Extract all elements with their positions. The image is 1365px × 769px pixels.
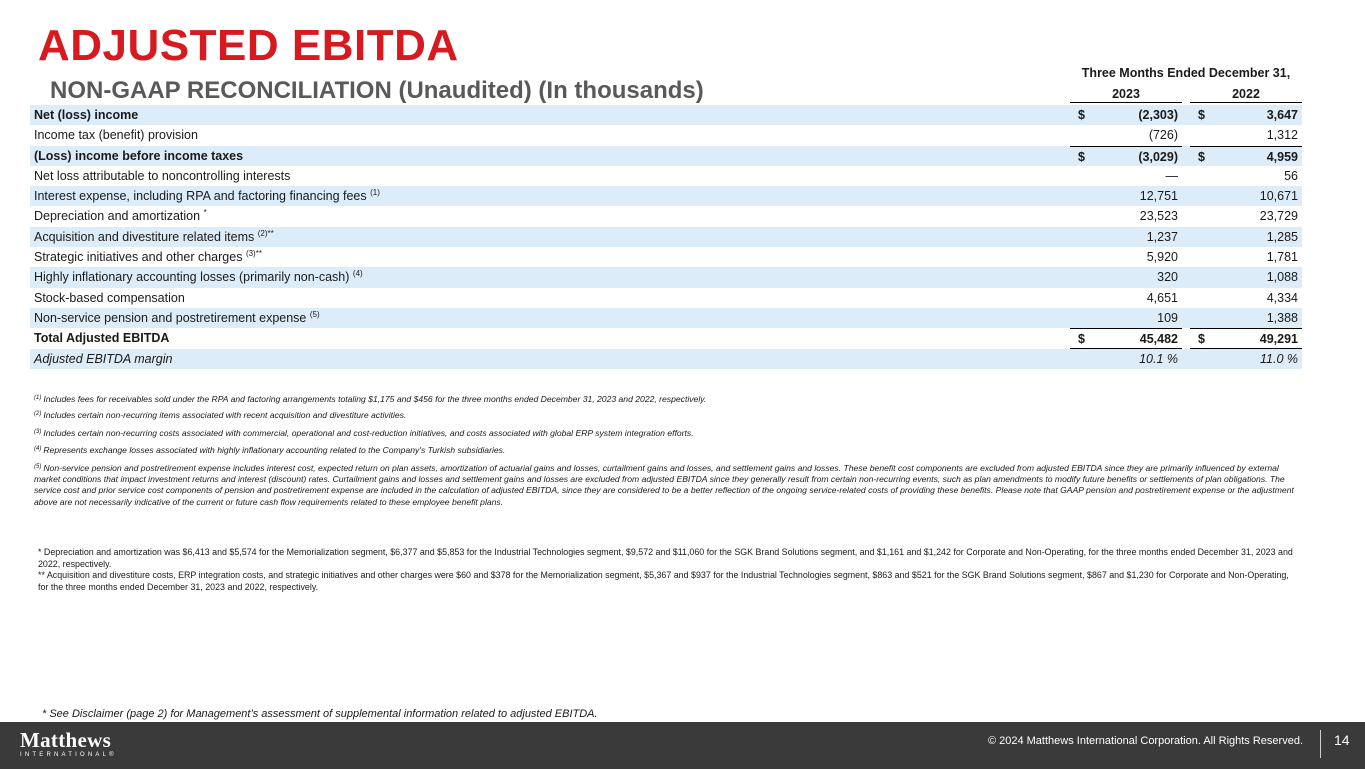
table-row [30, 206, 1302, 226]
cell-2023: $ (3,029) [1070, 146, 1182, 166]
matthews-logo: Matthews INTERNATIONAL® [20, 728, 117, 758]
cell-2023: 1,237 [1146, 229, 1178, 244]
footnote-ref: (5) [309, 309, 320, 319]
cell-2023: 320 [1157, 270, 1178, 285]
table-row [30, 146, 1302, 166]
cell-2023: 109 [1157, 310, 1178, 325]
row-label: Net loss attributable to noncontrolling interests [34, 168, 291, 183]
acquisition-note: ** Acquisition and divestiture costs, ERP integration costs, and strategic initiatives and other charges were $60 and $378 for the Memorialization segment, $5,367 and $937 for the Industrial Technologies segment, $863 and $521 for the SGK Brand Solutions segment, $867 and $1,230 for Corporate and Non-Operating, for the three months ended December 31, 2023 and 2022, respectively. [38, 570, 1289, 592]
reconciliation-table [30, 105, 1302, 369]
footer [0, 722, 1365, 769]
cell-2022: 1,388 [1266, 310, 1298, 325]
row-label: (Loss) income before income taxes [34, 148, 244, 163]
page-number: 14 [1334, 732, 1350, 748]
page-title: ADJUSTED EBITDA [38, 21, 459, 70]
cell-2023: 5,920 [1146, 250, 1178, 265]
cell-2022: 56 [1284, 168, 1298, 183]
table-row [30, 186, 1302, 206]
cell-2022: $ 4,959 [1190, 146, 1302, 166]
footnote-ref: (4) [352, 269, 363, 279]
cell-2022: 1,285 [1266, 229, 1298, 244]
copyright: © 2024 Matthews International Corporation. All Rights Reserved. [987, 735, 1303, 747]
table-row [30, 166, 1302, 186]
table-row [30, 247, 1302, 267]
segment-notes [38, 547, 1300, 593]
cell-2023: (726) [1148, 128, 1178, 143]
cell-2023: 12,751 [1139, 189, 1178, 204]
row-label: Net (loss) income [34, 108, 139, 122]
cell-2023: 4,651 [1146, 290, 1178, 305]
column-header-2023: 2023 [1070, 87, 1182, 103]
table-row-margin [30, 349, 1302, 369]
cell-2022: 23,729 [1259, 209, 1298, 224]
row-label: Stock-based compensation [34, 290, 185, 305]
footnote-4: $^{(4)}$ Represents exchange losses associated with highly inflationary accounting related to the Company's Turkish subsidiaries. [34, 445, 506, 455]
table-row [30, 288, 1302, 308]
row-label: Total Adjusted EBITDA [34, 331, 170, 346]
table-row [30, 308, 1302, 328]
footnote-2: $^{(2)}$ Includes certain non-recurring items associated with recent acquisition and divestiture activities. [34, 410, 407, 420]
row-label: Strategic initiatives and other charges $^{(3)**}$ [34, 249, 262, 265]
cell-2023: 23,523 [1139, 209, 1178, 224]
table-row [30, 125, 1302, 145]
cell-2022: $ 3,647 [1198, 108, 1298, 122]
cell-2022: 1,312 [1266, 128, 1298, 143]
footnote-1: $^{(1)}$ Includes fees for receivables sold under the RPA and factoring arrangements totaling $1,175 and $456 for the three months ended December 31, 2023 and 2022, respectively. [34, 394, 707, 404]
page-subtitle: NON-GAAP RECONCILIATION (Unaudited) (In thousands) [50, 77, 704, 104]
row-label: Highly inflationary accounting losses (primarily non-cash) $^{(4)}$ [34, 269, 363, 285]
cell-2023: — [1165, 168, 1178, 183]
period-header: Three Months Ended December 31, [1081, 66, 1291, 80]
row-label: Income tax (benefit) provision [34, 128, 198, 143]
footnote-ref: (1) [370, 188, 380, 198]
footnote-ref: (2)** [257, 228, 274, 238]
table-row [30, 267, 1302, 287]
row-label: Interest expense, including RPA and factoring financing fees $^{(1)}$ [34, 188, 380, 204]
table-row [30, 227, 1302, 247]
cell-2023: $ 45,482 [1070, 328, 1182, 351]
cell-2022: 1,088 [1266, 270, 1298, 285]
row-label: Acquisition and divestiture related items $^{(2)**}$ [34, 228, 274, 244]
footnote-ref: (3)** [245, 249, 262, 259]
depreciation-note: * Depreciation and amortization was $6,413 and $5,574 for the Memorialization segment, $6,377 and $5,853 for the Industrial Technologies segment, $9,572 and $11,060 for the SGK Brand Solutions segment, and $1,161 and $1,242 for Corporate and Non-Operating, for the three months ended December 31, 2023 and 2022, respectively. [38, 547, 1293, 569]
cell-2022: 4,334 [1266, 290, 1298, 305]
cell-2022: $ 49,291 [1190, 328, 1302, 351]
cell-2022: 1,781 [1266, 250, 1298, 265]
table-row [30, 105, 1302, 125]
footnote-ref: * [203, 208, 207, 218]
cell-2022: 11.0 % [1260, 351, 1298, 366]
cell-2023: 10.1 % [1139, 351, 1178, 366]
disclaimer: * See Disclaimer (page 2) for Management’s assessment of supplemental information related to adjusted EBITDA. [42, 708, 598, 720]
row-label: Adjusted EBITDA margin [34, 351, 173, 366]
row-label: Depreciation and amortization * [34, 208, 207, 224]
row-label: Non-service pension and postretirement expense $^{(5)}$ [34, 309, 320, 325]
cell-2023: $ (2,303) [1078, 108, 1178, 122]
footer-divider [1320, 730, 1321, 758]
column-header-2022: 2022 [1190, 87, 1302, 103]
table-row-total [30, 328, 1302, 348]
cell-2022: 10,671 [1259, 189, 1298, 204]
footnote-3: $^{(3)}$ Includes certain non-recurring costs associated with commercial, operational and cost-reduction initiatives, and costs associated with global ERP system integration efforts. [34, 428, 694, 438]
footnote-5: $^{(5)}$ Non-service pension and postretirement expense includes interest cost, expected return on plan assets, amortization of actuarial gains and losses, curtailment gains and losses, and settlement gains and losses. These benefit cost components are excluded from adjusted EBITDA since they are primarily influenced by external market conditions that impact investment returns and interest (discount) rates. Curtailment gains and losses and settlement gains and losses are excluded from adjusted EBITDA since they generally result from certain non-recurring events, such as plan amendments to modify future benefits or settlements of plan obligations. The service cost and prior service cost components of pension and postretirement expense are included in the calculation of adjusted EBITDA, since they are considered to be a better reflection of the ongoing service-related costs of providing these benefits. Please note that GAAP pension and postretirement expense or the adjustment above are not necessarily indicative of the current or future cash flow requirements related to these employee benefit plans. [34, 463, 1294, 507]
